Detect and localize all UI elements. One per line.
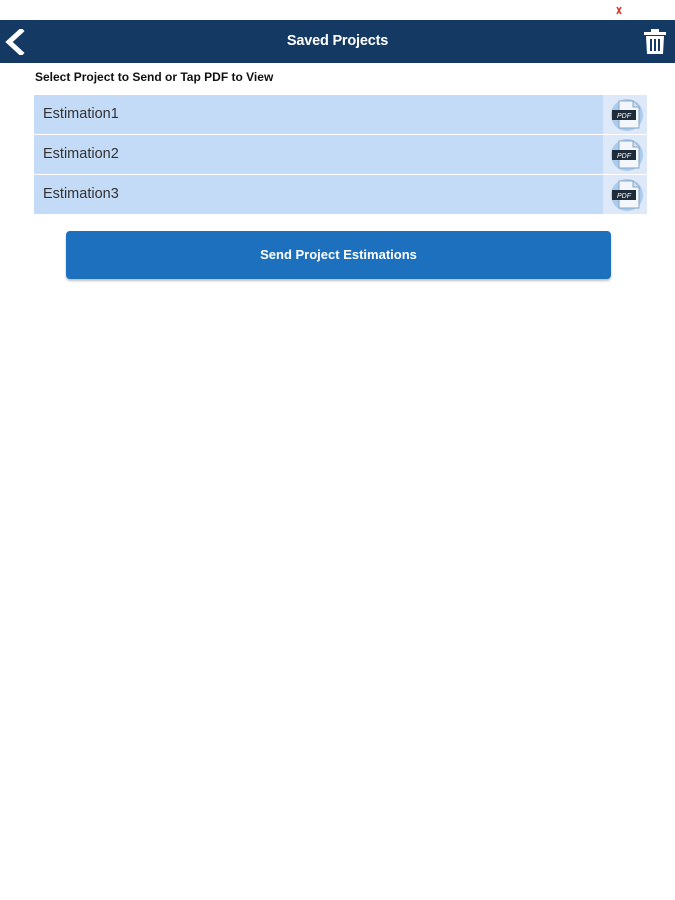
- pdf-label: PDF: [617, 153, 631, 160]
- page-title: Saved Projects: [286, 33, 389, 49]
- pdf-view-button[interactable]: [603, 95, 647, 134]
- project-row[interactable]: [34, 95, 647, 135]
- pdf-view-button[interactable]: [603, 175, 647, 214]
- pdf-label: PDF: [617, 193, 631, 200]
- instruction-text: Select Project to Send or Tap PDF to View: [35, 70, 274, 84]
- pdf-file-icon: [607, 97, 645, 133]
- pdf-file-icon: [607, 177, 645, 213]
- pdf-view-button[interactable]: [603, 135, 647, 174]
- project-row[interactable]: [34, 175, 647, 215]
- chevron-left-icon: [4, 29, 26, 55]
- project-name: Estimation3: [43, 186, 119, 202]
- project-list: [34, 95, 647, 215]
- pdf-label: PDF: [617, 113, 631, 120]
- delete-button[interactable]: [640, 20, 670, 63]
- notification-icon: [616, 6, 622, 15]
- project-name: Estimation2: [43, 146, 119, 162]
- back-button[interactable]: [0, 20, 32, 63]
- trash-icon: [644, 29, 666, 54]
- status-bar: [0, 0, 675, 20]
- pdf-file-icon: [607, 137, 645, 173]
- project-name: Estimation1: [43, 106, 119, 122]
- app-header: [0, 20, 675, 63]
- send-project-estimations-button[interactable]: Send Project Estimations: [66, 231, 611, 279]
- project-row[interactable]: [34, 135, 647, 175]
